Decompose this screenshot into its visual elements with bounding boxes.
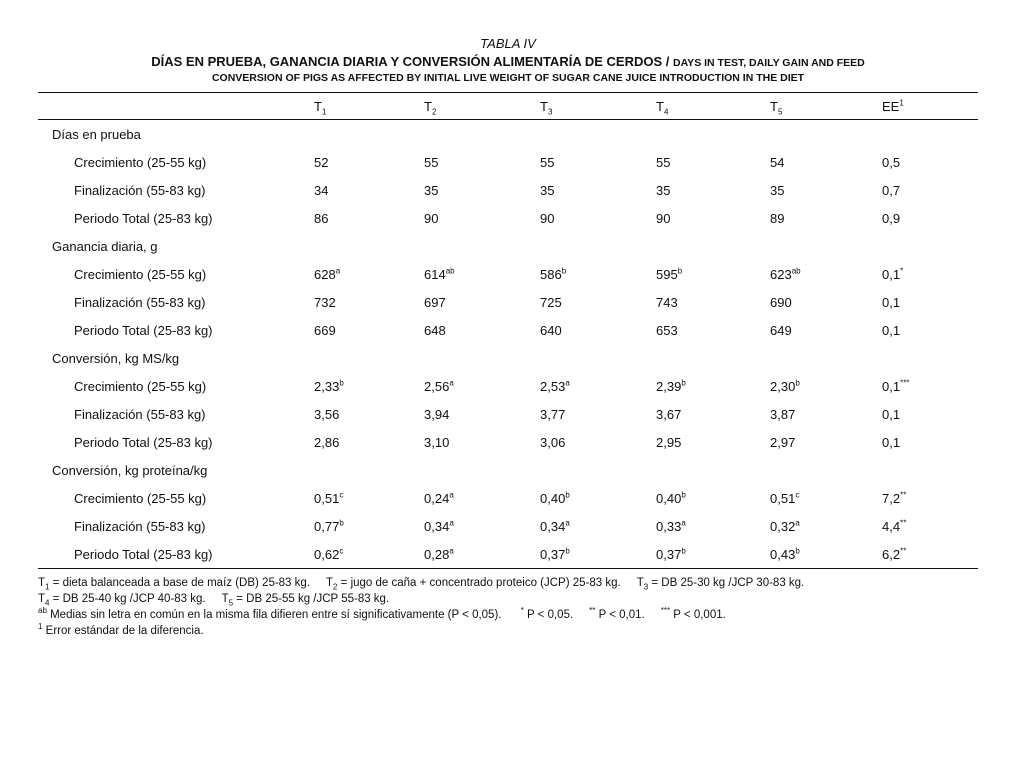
header-t2-sub: 2 (431, 107, 437, 117)
cell-value: 0,51 (314, 490, 340, 506)
cell-value: 2,56 (424, 378, 450, 394)
cell-t1 (314, 204, 424, 232)
footnote-treatments-1 (38, 575, 978, 591)
table-row (38, 540, 978, 569)
header-t3 (540, 93, 656, 120)
treatment-symbol: T (38, 593, 46, 605)
cell-ee (882, 204, 978, 232)
table-row (38, 512, 978, 540)
cell-value: 725 (540, 294, 562, 310)
footnote-treatments-2 (38, 591, 978, 607)
cell-value: 0,77 (314, 518, 340, 534)
cell-t5 (770, 316, 882, 344)
cell-value: 640 (540, 322, 562, 338)
treatment-subscript: 1 (45, 582, 50, 592)
cell-value: 0,1 (882, 294, 901, 310)
cell-t3 (540, 260, 656, 288)
cell-value: 4,4 (882, 518, 901, 534)
cell-t5 (770, 288, 882, 316)
table-row (38, 204, 978, 232)
cell-t5 (770, 204, 882, 232)
header-t1-main: T (314, 98, 322, 114)
cell-t4 (656, 316, 770, 344)
footnote-significance-mark: ab (38, 606, 47, 616)
cell-value: 628 (314, 266, 336, 282)
cell-t2 (424, 372, 540, 400)
cell-t4 (656, 372, 770, 400)
header-t5-sub: 5 (777, 107, 783, 117)
cell-ee (882, 540, 978, 569)
significance-mark: c (339, 490, 344, 500)
cell-t2 (424, 428, 540, 456)
title-spanish: DÍAS EN PRUEBA, GANANCIA DIARIA Y CONVERSIÓN ALIMENTARÍA DE CERDOS / (151, 54, 670, 69)
header-t1-sub: 1 (321, 107, 327, 117)
treatment-symbol: T (38, 577, 46, 589)
cell-value: 0,43 (770, 546, 796, 562)
p-level-mark: * (520, 606, 524, 616)
cell-t3 (540, 512, 656, 540)
cell-ee (882, 428, 978, 456)
significance-mark: ** (900, 546, 907, 556)
cell-t4 (656, 288, 770, 316)
cell-value: 0,24 (424, 490, 450, 506)
cell-t2 (424, 204, 540, 232)
row-label: Periodo Total (25-83 kg) (74, 434, 213, 450)
row-label: Periodo Total (25-83 kg) (74, 322, 213, 338)
cell-value: 0,34 (540, 518, 566, 534)
cell-value: 35 (540, 182, 555, 198)
header-row (38, 93, 978, 120)
cell-value: 0,51 (770, 490, 796, 506)
significance-mark: ** (900, 518, 907, 528)
cell-value: 614 (424, 266, 446, 282)
cell-value: 0,37 (540, 546, 566, 562)
cell-value: 0,40 (540, 490, 566, 506)
treatment-symbol: T (221, 593, 229, 605)
cell-t2 (424, 148, 540, 176)
footnote-significance-text: Medias sin letra en común en la misma fila difieren entre sí significativamente (P < 0,05). (46, 609, 502, 621)
cell-t5 (770, 260, 882, 288)
cell-value: 3,06 (540, 434, 566, 450)
cell-value: 3,94 (424, 406, 450, 422)
cell-value: 2,30 (770, 378, 796, 394)
cell-value: 0,32 (770, 518, 796, 534)
table-row (38, 316, 978, 344)
header-t4-sub: 4 (663, 107, 669, 117)
cell-value: 649 (770, 322, 792, 338)
significance-mark: c (795, 490, 800, 500)
significance-mark: b (677, 266, 683, 276)
table-number: TABLA IV (480, 36, 536, 51)
cell-value: 653 (656, 322, 678, 338)
cell-value: 0,34 (424, 518, 450, 534)
cell-t3 (540, 316, 656, 344)
significance-mark: * (900, 266, 904, 276)
cell-value: 35 (770, 182, 785, 198)
cell-ee (882, 148, 978, 176)
footnote-standard-error (38, 623, 978, 639)
section-row (38, 456, 978, 484)
cell-t1 (314, 372, 424, 400)
cell-value: 3,10 (424, 434, 450, 450)
row-label: Finalización (55-83 kg) (74, 518, 206, 534)
significance-mark: b (795, 546, 800, 556)
section-title: Conversión, kg MS/kg (52, 350, 180, 366)
section-row (38, 344, 978, 372)
significance-mark: ab (445, 266, 455, 276)
cell-t3 (540, 540, 656, 569)
table-row (38, 372, 978, 400)
cell-t4 (656, 512, 770, 540)
cell-ee (882, 484, 978, 512)
cell-value: 0,5 (882, 154, 901, 170)
treatment-description: = DB 25-30 kg /JCP 30-83 kg. (648, 577, 805, 589)
treatment-description: = DB 25-55 kg /JCP 55-83 kg. (233, 593, 390, 605)
header-ee-sup: 1 (899, 98, 904, 108)
cell-t1 (314, 428, 424, 456)
cell-ee (882, 288, 978, 316)
cell-t5 (770, 148, 882, 176)
cell-value: 2,53 (540, 378, 566, 394)
section-title: Ganancia diaria, g (52, 238, 158, 254)
cell-value: 35 (424, 182, 439, 198)
cell-value: 3,77 (540, 406, 566, 422)
cell-value: 732 (314, 294, 336, 310)
cell-value: 595 (656, 266, 678, 282)
cell-t4 (656, 484, 770, 512)
cell-value: 623 (770, 266, 792, 282)
cell-value: 34 (314, 182, 329, 198)
cell-value: 0,7 (882, 182, 901, 198)
significance-mark: a (449, 518, 454, 528)
cell-t1 (314, 540, 424, 569)
significance-mark: *** (900, 378, 910, 388)
cell-value: 2,39 (656, 378, 682, 394)
p-level-text: P < 0,01. (595, 609, 645, 621)
significance-mark: a (795, 518, 800, 528)
header-t3-sub: 3 (547, 107, 553, 117)
cell-t2 (424, 176, 540, 204)
cell-value: 690 (770, 294, 792, 310)
section-row (38, 120, 978, 149)
section-row (38, 232, 978, 260)
cell-t3 (540, 148, 656, 176)
cell-t5 (770, 540, 882, 569)
cell-value: 0,1 (882, 322, 901, 338)
cell-t2 (424, 484, 540, 512)
treatment-symbol: T (636, 577, 644, 589)
table-body (38, 120, 978, 569)
cell-value: 3,56 (314, 406, 340, 422)
cell-ee (882, 316, 978, 344)
treatment-description: = DB 25-40 kg /JCP 40-83 kg. (49, 593, 206, 605)
cell-t3 (540, 428, 656, 456)
significance-mark: ** (900, 490, 907, 500)
cell-t1 (314, 176, 424, 204)
row-label: Crecimiento (25-55 kg) (74, 378, 207, 394)
significance-mark: a (449, 546, 454, 556)
cell-value: 0,1 (882, 266, 901, 282)
cell-t5 (770, 400, 882, 428)
table-title-line-2: CONVERSION OF PIGS AS AFFECTED BY INITIAL LIVE WEIGHT OF SUGAR CANE JUICE INTRODUCTION IN THE DIET (211, 72, 805, 84)
cell-value: 52 (314, 154, 329, 170)
significance-mark: b (339, 518, 344, 528)
header-ee-main: EE (882, 98, 900, 114)
cell-value: 2,86 (314, 434, 340, 450)
cell-t3 (540, 484, 656, 512)
cell-ee (882, 176, 978, 204)
cell-t3 (540, 372, 656, 400)
row-label: Crecimiento (25-55 kg) (74, 266, 207, 282)
cell-t2 (424, 288, 540, 316)
treatment-description: = dieta balanceada a base de maíz (DB) 25-83 kg. (49, 577, 310, 589)
table-row (38, 176, 978, 204)
p-level-mark: *** (660, 606, 671, 616)
header-t1 (314, 93, 424, 120)
table-title-line-1 (38, 54, 978, 69)
cell-t5 (770, 176, 882, 204)
row-label: Crecimiento (25-55 kg) (74, 490, 207, 506)
cell-value: 669 (314, 322, 336, 338)
row-label: Periodo Total (25-83 kg) (74, 210, 213, 226)
cell-value: 586 (540, 266, 562, 282)
cell-value: 0,9 (882, 210, 901, 226)
cell-value: 0,1 (882, 434, 901, 450)
document-page (38, 36, 978, 639)
table-row (38, 484, 978, 512)
row-label: Finalización (55-83 kg) (74, 294, 206, 310)
cell-t4 (656, 260, 770, 288)
cell-t5 (770, 512, 882, 540)
cell-t5 (770, 428, 882, 456)
cell-t1 (314, 400, 424, 428)
cell-value: 3,67 (656, 406, 682, 422)
significance-mark: b (561, 266, 567, 276)
data-table (38, 92, 978, 569)
footnote-se-mark: 1 (38, 622, 43, 632)
header-t3-main: T (540, 98, 548, 114)
treatment-description: = jugo de caña + concentrado proteico (JCP) 25-83 kg. (337, 577, 621, 589)
cell-t5 (770, 372, 882, 400)
cell-value: 86 (314, 210, 329, 226)
treatment-subscript: 3 (643, 582, 649, 592)
significance-mark: b (795, 378, 800, 388)
footnote-se-text: Error estándar de la diferencia. (42, 625, 204, 637)
significance-mark: b (565, 546, 570, 556)
cell-value: 90 (540, 210, 555, 226)
cell-t4 (656, 176, 770, 204)
cell-t4 (656, 428, 770, 456)
cell-value: 3,87 (770, 406, 796, 422)
header-t5 (770, 93, 882, 120)
p-level-mark: ** (589, 606, 596, 616)
header-t4 (656, 93, 770, 120)
cell-t1 (314, 288, 424, 316)
footnote-significance (38, 607, 978, 623)
header-t4-main: T (656, 98, 664, 114)
table-row (38, 428, 978, 456)
row-label: Periodo Total (25-83 kg) (74, 546, 213, 562)
header-ee (882, 93, 978, 120)
row-label: Finalización (55-83 kg) (74, 182, 206, 198)
cell-value: 0,33 (656, 518, 682, 534)
cell-ee (882, 512, 978, 540)
cell-value: 0,1 (882, 378, 901, 394)
cell-t3 (540, 288, 656, 316)
table-row (38, 260, 978, 288)
cell-value: 0,37 (656, 546, 682, 562)
header-t5-main: T (770, 98, 778, 114)
treatment-symbol: T (326, 577, 334, 589)
header-t2 (424, 93, 540, 120)
significance-mark: a (681, 518, 686, 528)
cell-value: 7,2 (882, 490, 901, 506)
header-stub (38, 93, 314, 120)
cell-value: 89 (770, 210, 785, 226)
significance-mark: b (681, 378, 686, 388)
cell-t4 (656, 540, 770, 569)
cell-t1 (314, 148, 424, 176)
cell-value: 2,95 (656, 434, 682, 450)
cell-value: 90 (656, 210, 671, 226)
cell-value: 35 (656, 182, 671, 198)
significance-mark: a (565, 518, 570, 528)
significance-mark: a (565, 378, 570, 388)
cell-t1 (314, 484, 424, 512)
significance-mark: b (339, 378, 344, 388)
cell-value: 55 (424, 154, 439, 170)
cell-value: 55 (540, 154, 555, 170)
table-header (38, 93, 978, 120)
significance-mark: a (449, 490, 454, 500)
cell-value: 2,97 (770, 434, 796, 450)
cell-value: 55 (656, 154, 671, 170)
cell-value: 6,2 (882, 546, 901, 562)
row-label: Crecimiento (25-55 kg) (74, 154, 207, 170)
footnotes (38, 575, 978, 639)
cell-ee (882, 372, 978, 400)
cell-t4 (656, 148, 770, 176)
header-t2-main: T (424, 98, 432, 114)
significance-mark: b (681, 546, 686, 556)
cell-t2 (424, 400, 540, 428)
cell-t3 (540, 204, 656, 232)
cell-value: 697 (424, 294, 446, 310)
treatment-subscript: 4 (45, 598, 50, 608)
p-level-text: P < 0,001. (670, 609, 726, 621)
cell-t4 (656, 204, 770, 232)
significance-mark: a (335, 266, 341, 276)
p-level-text: P < 0,05. (523, 609, 574, 621)
cell-value: 54 (770, 154, 785, 170)
cell-t2 (424, 512, 540, 540)
cell-value: 0,28 (424, 546, 450, 562)
cell-value: 743 (656, 294, 678, 310)
significance-mark: ab (791, 266, 801, 276)
significance-mark: b (681, 490, 686, 500)
table-row (38, 400, 978, 428)
cell-value: 2,33 (314, 378, 340, 394)
cell-t1 (314, 316, 424, 344)
cell-value: 648 (424, 322, 446, 338)
significance-mark: c (339, 546, 344, 556)
cell-t2 (424, 260, 540, 288)
cell-t5 (770, 484, 882, 512)
cell-ee (882, 400, 978, 428)
row-label: Finalización (55-83 kg) (74, 406, 206, 422)
significance-mark: b (565, 490, 570, 500)
section-title: Días en prueba (52, 126, 141, 142)
table-row (38, 148, 978, 176)
cell-value: 90 (424, 210, 439, 226)
cell-t1 (314, 512, 424, 540)
cell-ee (882, 260, 978, 288)
cell-value: 0,40 (656, 490, 682, 506)
treatment-subscript: 2 (333, 582, 338, 592)
treatment-subscript: 5 (228, 598, 234, 608)
cell-t2 (424, 540, 540, 569)
cell-value: 0,62 (314, 546, 340, 562)
cell-t2 (424, 316, 540, 344)
cell-t1 (314, 260, 424, 288)
section-title: Conversión, kg proteína/kg (52, 462, 208, 478)
significance-mark: a (449, 378, 454, 388)
title-english-start: DAYS IN TEST, DAILY GAIN AND FEED (672, 57, 865, 69)
table-row (38, 288, 978, 316)
cell-t3 (540, 400, 656, 428)
cell-t4 (656, 400, 770, 428)
cell-t3 (540, 176, 656, 204)
cell-value: 0,1 (882, 406, 901, 422)
